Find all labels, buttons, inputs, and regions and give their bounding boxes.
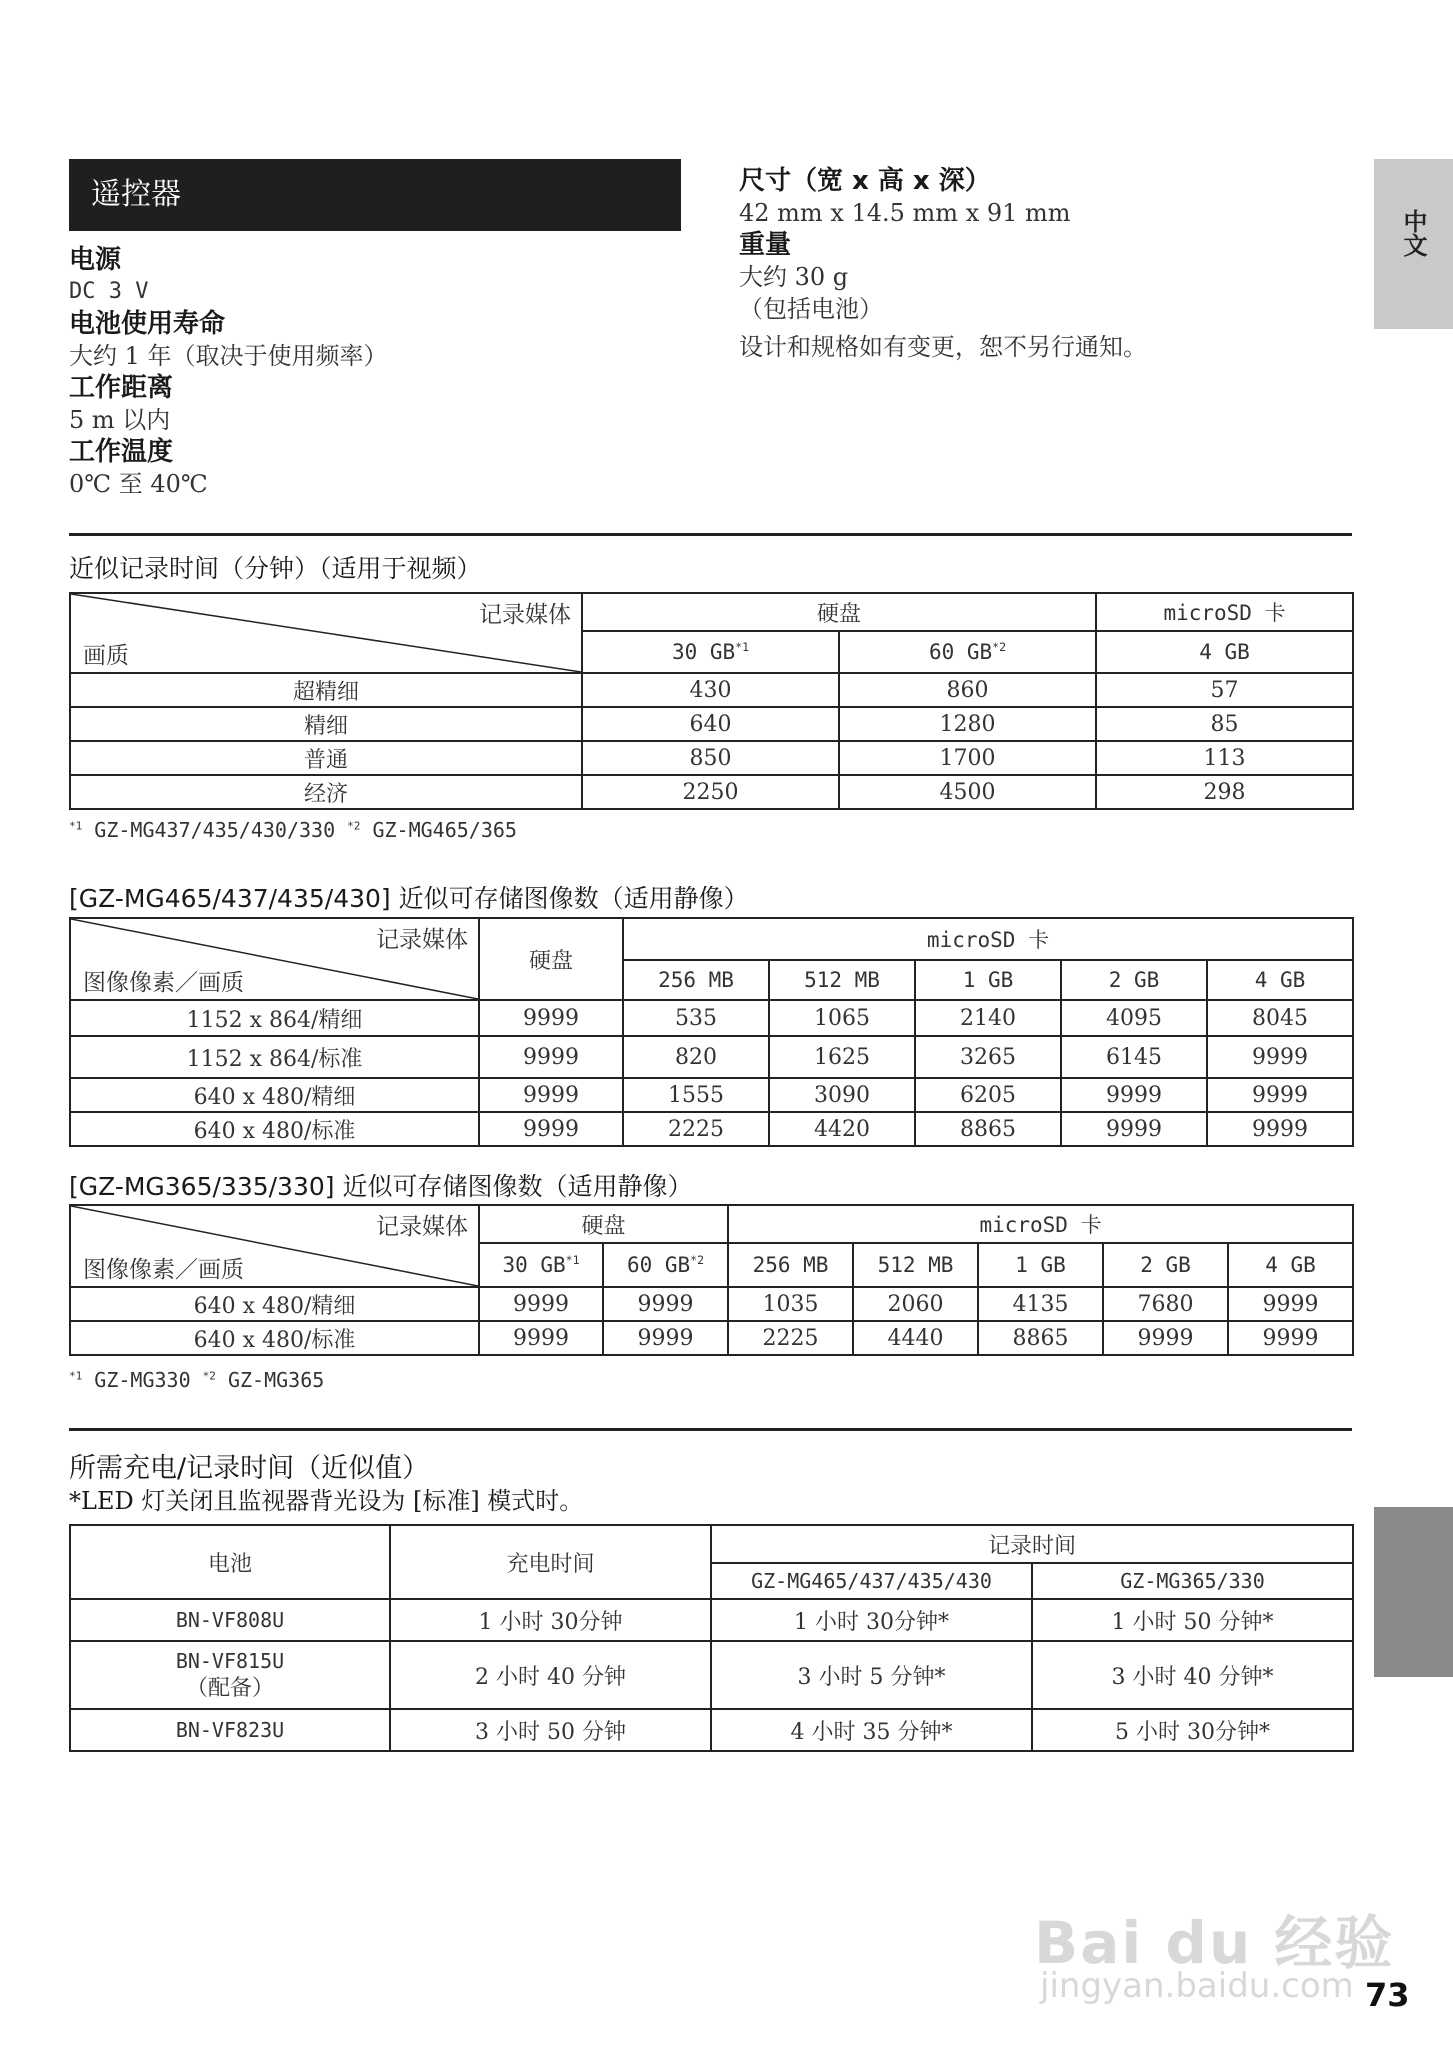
cell: 850	[582, 741, 839, 775]
still2-diag-header	[70, 1205, 479, 1287]
cell: 4420	[769, 1112, 915, 1146]
cell: 9999	[1207, 1112, 1353, 1146]
cell: 2250	[582, 775, 839, 809]
cell: 3090	[769, 1078, 915, 1112]
battery-life-label: 电池使用寿命	[69, 309, 226, 339]
section-title-remote: 遥控器	[69, 159, 681, 231]
cell: 1065	[769, 1000, 915, 1036]
group-hdd: 硬盘	[582, 593, 1096, 631]
cell: 7680	[1103, 1287, 1228, 1321]
charge-recording-table	[69, 1524, 1354, 1752]
cell: 9999	[1061, 1078, 1207, 1112]
still-images-table-2	[69, 1204, 1354, 1356]
temp-label: 工作温度	[69, 437, 174, 467]
record-header: 记录时间	[711, 1525, 1353, 1563]
row-label: 超精细	[70, 673, 582, 707]
cell: 113	[1096, 741, 1353, 775]
diag-top-label: 记录媒体	[376, 1214, 468, 1240]
table-row	[70, 1112, 1353, 1146]
sub-col-header: GZ-MG465/437/435/430	[711, 1563, 1032, 1599]
cell: 3 小时 40 分钟*	[1032, 1641, 1353, 1709]
diag-bottom-label: 图像像素／画质	[83, 1257, 244, 1283]
cell: 820	[623, 1036, 769, 1078]
diag-bottom-label: 画质	[83, 643, 129, 669]
table-row	[70, 1036, 1353, 1078]
cell: 1625	[769, 1036, 915, 1078]
still2-footnote: $^{*1}$ GZ-MG330 $^{*2}$ GZ-MG365	[69, 1368, 325, 1392]
still-table1-title: [GZ-MG465/437/435/430] 近似可存储图像数（适用静像）	[69, 884, 749, 913]
cell: 9999	[603, 1321, 728, 1355]
row-label: 1152 x 864/精细	[70, 1000, 479, 1036]
cell: 9999	[1103, 1321, 1228, 1355]
col-header: 4 GB	[1207, 960, 1353, 1000]
col-header: 1 GB	[915, 960, 1061, 1000]
charge-table-title: 所需充电/记录时间（近似值）	[69, 1453, 430, 1484]
col-header: 1 GB	[978, 1243, 1103, 1287]
col-header: 256 MB	[728, 1243, 853, 1287]
page-number: 73	[1365, 1976, 1410, 2014]
table-row	[70, 1287, 1353, 1321]
temp-value: 0℃ 至 40℃	[69, 470, 208, 498]
watermark-url: jingyan.baidu.com	[1040, 1966, 1354, 2006]
col-header: 256 MB	[623, 960, 769, 1000]
row-label: 640 x 480/标准	[70, 1321, 479, 1355]
row-label: 普通	[70, 741, 582, 775]
cell: 8865	[978, 1321, 1103, 1355]
battery-model: BN-VF815U （配备）	[70, 1641, 390, 1709]
row-label: 640 x 480/精细	[70, 1078, 479, 1112]
col-header: 2 GB	[1103, 1243, 1228, 1287]
table-row	[70, 1321, 1353, 1355]
cell: 430	[582, 673, 839, 707]
cell: 6145	[1061, 1036, 1207, 1078]
cell: 6205	[915, 1078, 1061, 1112]
cell: 2225	[623, 1112, 769, 1146]
table-row	[70, 1641, 1353, 1709]
cell: 9999	[479, 1287, 603, 1321]
cell: 4095	[1061, 1000, 1207, 1036]
video-recording-table	[69, 592, 1354, 810]
row-label: 精细	[70, 707, 582, 741]
col-header: 60 GB$^{*2}$	[603, 1243, 728, 1287]
range-label: 工作距离	[69, 373, 174, 403]
table-row	[70, 673, 1353, 707]
cell: 85	[1096, 707, 1353, 741]
video-diag-header	[70, 593, 582, 673]
battery-model: BN-VF823U	[70, 1709, 390, 1751]
battery-model: BN-VF808U	[70, 1599, 390, 1641]
cell: 860	[839, 673, 1096, 707]
dims-value: 42 mm x 14.5 mm x 91 mm	[739, 199, 1071, 227]
col-header: 30 GB$^{*1}$	[582, 631, 839, 673]
col-header: 512 MB	[769, 960, 915, 1000]
cell: 1555	[623, 1078, 769, 1112]
dims-label: 尺寸（宽 x 高 x 深）	[739, 166, 991, 196]
divider	[69, 1428, 1352, 1431]
remote-specs-left	[69, 244, 388, 500]
cell: 9999	[479, 1000, 623, 1036]
row-label: 经济	[70, 775, 582, 809]
cell: 3265	[915, 1036, 1061, 1078]
charge-header: 充电时间	[390, 1525, 711, 1599]
table-row	[70, 1599, 1353, 1641]
cell: 8045	[1207, 1000, 1353, 1036]
cell: 2 小时 40 分钟	[390, 1641, 711, 1709]
power-value: DC 3 V	[69, 279, 149, 304]
language-tab-label: 中文	[1399, 209, 1427, 257]
cell: 535	[623, 1000, 769, 1036]
sub-col-header: GZ-MG365/330	[1032, 1563, 1353, 1599]
cell: 9999	[603, 1287, 728, 1321]
row-label: 1152 x 864/标准	[70, 1036, 479, 1078]
power-label: 电源	[69, 245, 122, 275]
cell: 1 小时 30分钟*	[711, 1599, 1032, 1641]
cell: 1 小时 30分钟	[390, 1599, 711, 1641]
weight-note: （包括电池）	[739, 295, 883, 323]
watermark-brand: Bai du 经验	[1034, 1909, 1395, 1977]
cell: 298	[1096, 775, 1353, 809]
cell: 2060	[853, 1287, 978, 1321]
cell: 4 小时 35 分钟*	[711, 1709, 1032, 1751]
table-row	[70, 1078, 1353, 1112]
hdd-header: 硬盘	[479, 918, 623, 1000]
battery-life-value: 大约 1 年（取决于使用频率）	[69, 342, 388, 370]
cell: 1 小时 50 分钟*	[1032, 1599, 1353, 1641]
table-row	[70, 775, 1353, 809]
divider	[69, 533, 1352, 536]
group-sd: microSD 卡	[1096, 593, 1353, 631]
cell: 9999	[479, 1078, 623, 1112]
still-table2-title: [GZ-MG365/335/330] 近似可存储图像数（适用静像）	[69, 1172, 693, 1201]
cell: 640	[582, 707, 839, 741]
remote-specs-right	[739, 165, 1147, 363]
group-sd: microSD 卡	[623, 918, 1353, 960]
cell: 3 小时 5 分钟*	[711, 1641, 1032, 1709]
row-label: 640 x 480/精细	[70, 1287, 479, 1321]
cell: 4440	[853, 1321, 978, 1355]
cell: 9999	[1061, 1112, 1207, 1146]
cell: 9999	[1228, 1321, 1353, 1355]
col-header: 512 MB	[853, 1243, 978, 1287]
cell: 4135	[978, 1287, 1103, 1321]
col-header: 2 GB	[1061, 960, 1207, 1000]
cell: 2225	[728, 1321, 853, 1355]
video-table-title: 近似记录时间（分钟）（适用于视频）	[69, 554, 482, 583]
cell: 9999	[479, 1036, 623, 1078]
cell: 9999	[479, 1321, 603, 1355]
cell: 1280	[839, 707, 1096, 741]
row-label: 640 x 480/标准	[70, 1112, 479, 1146]
weight-value: 大约 30 g	[739, 263, 849, 291]
side-tab-gray	[1374, 1507, 1453, 1677]
col-header: 60 GB$^{*2}$	[839, 631, 1096, 673]
cell: 2140	[915, 1000, 1061, 1036]
cell: 4500	[839, 775, 1096, 809]
col-header: 4 GB	[1096, 631, 1353, 673]
group-sd: microSD 卡	[728, 1205, 1353, 1243]
diag-top-label: 记录媒体	[479, 602, 571, 628]
video-footnote: $^{*1}$ GZ-MG437/435/430/330 $^{*2}$ GZ-MG465/365	[69, 818, 517, 842]
cell: 5 小时 30分钟*	[1032, 1709, 1353, 1751]
range-value: 5 m 以内	[69, 406, 171, 434]
cell: 1035	[728, 1287, 853, 1321]
table-row	[70, 1709, 1353, 1751]
language-tab	[1374, 159, 1453, 329]
table-row	[70, 1000, 1353, 1036]
diag-top-label: 记录媒体	[376, 927, 468, 953]
table-row	[70, 707, 1353, 741]
diag-bottom-label: 图像像素／画质	[83, 970, 244, 996]
cell: 9999	[1228, 1287, 1353, 1321]
spec-notice: 设计和规格如有变更，恕不另行通知。	[739, 333, 1147, 361]
cell: 9999	[1207, 1036, 1353, 1078]
cell: 8865	[915, 1112, 1061, 1146]
cell: 57	[1096, 673, 1353, 707]
still-images-table-1	[69, 917, 1354, 1147]
group-hdd: 硬盘	[479, 1205, 728, 1243]
weight-label: 重量	[739, 230, 792, 260]
cell: 9999	[479, 1112, 623, 1146]
charge-table-subtitle: *LED 灯关闭且监视器背光设为 [标准] 模式时。	[69, 1487, 584, 1515]
col-header: 4 GB	[1228, 1243, 1353, 1287]
table-row	[70, 741, 1353, 775]
cell: 9999	[1207, 1078, 1353, 1112]
still1-diag-header	[70, 918, 479, 1000]
cell: 1700	[839, 741, 1096, 775]
col-header: 30 GB$^{*1}$	[479, 1243, 603, 1287]
battery-header: 电池	[70, 1525, 390, 1599]
cell: 3 小时 50 分钟	[390, 1709, 711, 1751]
